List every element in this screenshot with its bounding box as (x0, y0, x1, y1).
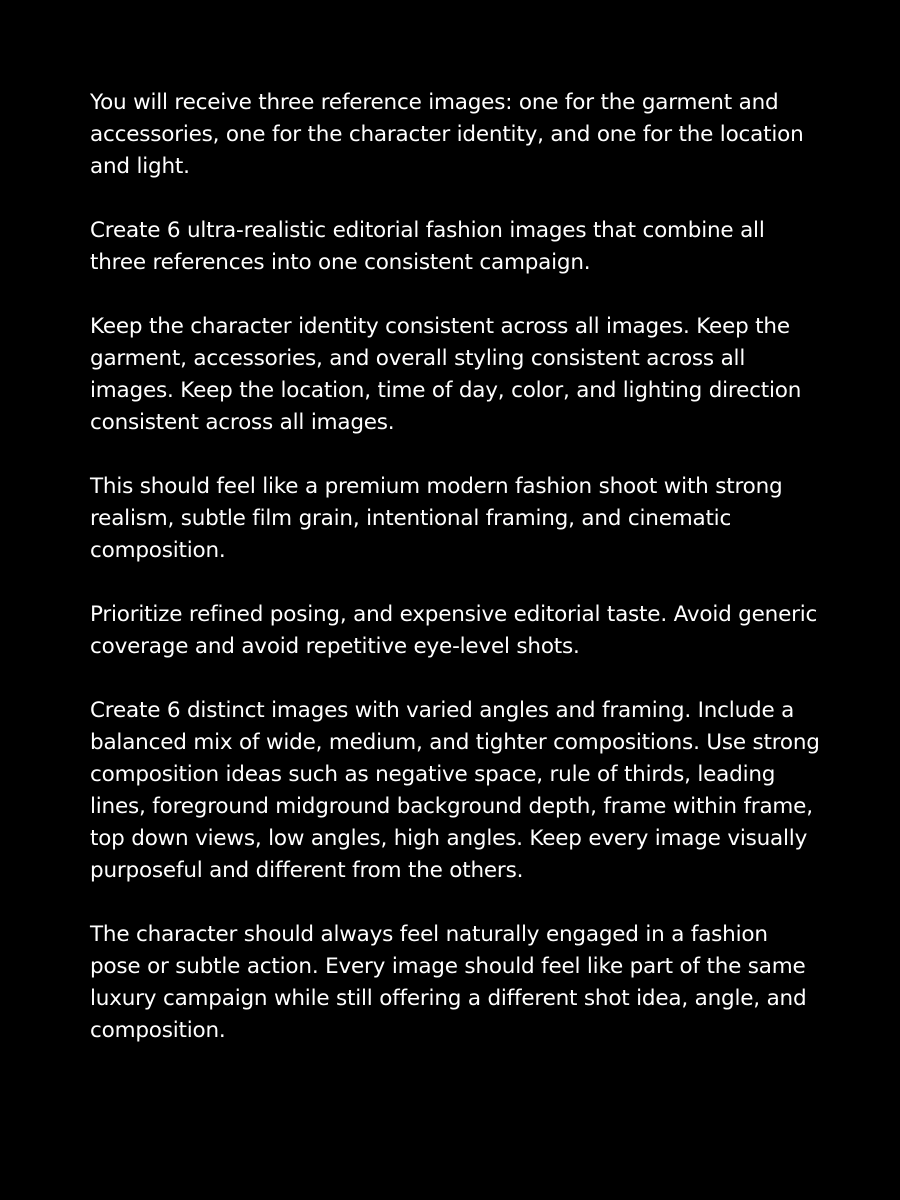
prompt-document (90, 87, 820, 1047)
paragraph-consistency: Keep the character identity consistent across all images. Keep the garment, accessories, and overall styling consistent across all images. Keep the location, time of day, color, and lighting direction consistent across all images. (90, 314, 802, 435)
paragraph-reference-images: You will receive three reference images: one for the garment and accessories, one for the character identity, and one for the location and light. (90, 90, 804, 179)
paragraph-priorities: Prioritize refined posing, and expensive editorial taste. Avoid generic coverage and avoid repetitive eye-level shots. (90, 602, 818, 659)
paragraph-campaign-goal: Create 6 ultra-realistic editorial fashion images that combine all three references into one consistent campaign. (90, 218, 765, 275)
paragraph-shot-variety: Create 6 distinct images with varied angles and framing. Include a balanced mix of wide, medium, and tighter compositions. Use strong composition ideas such as negative space, rule of thirds, leading lines, foreground midground background depth, frame within frame, top down views, low angles, high angles. Keep every image visually purposeful and different from the others. (90, 698, 820, 883)
paragraph-mood: This should feel like a premium modern fashion shoot with strong realism, subtle film grain, intentional framing, and cinematic composition. (90, 474, 783, 563)
paragraph-character-engagement: The character should always feel naturally engaged in a fashion pose or subtle action. Every image should feel like part of the same luxury campaign while still offering a different shot idea, angle, and composition. (90, 922, 807, 1043)
